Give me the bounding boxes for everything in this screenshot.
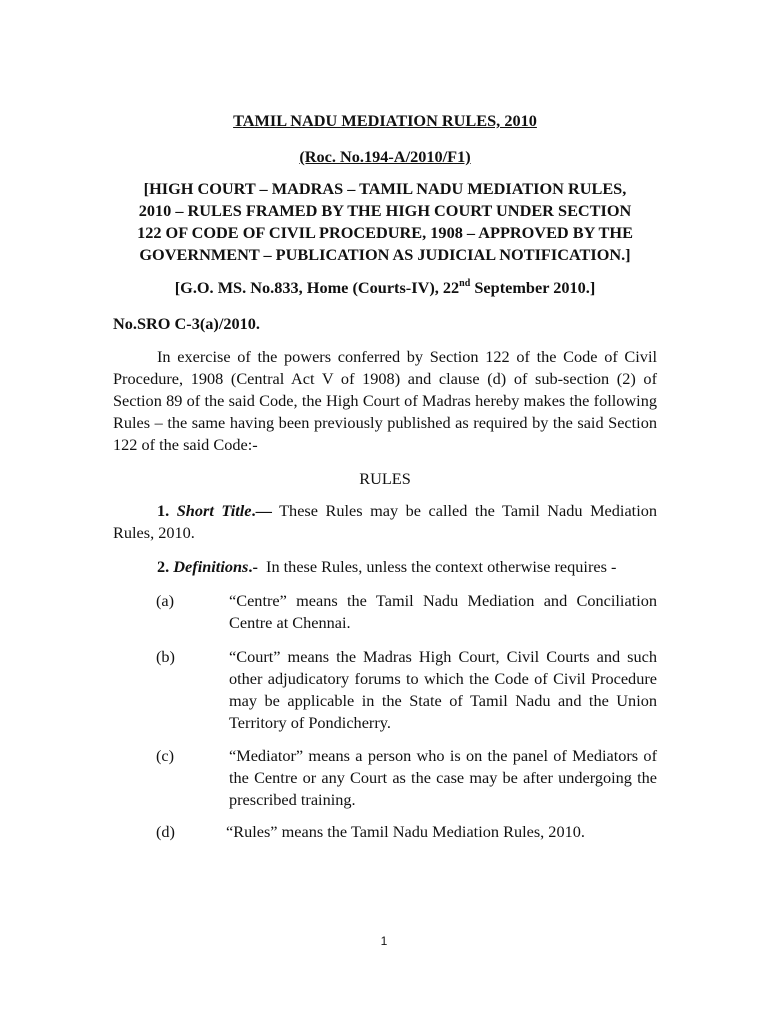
definition-text: “Rules” means the Tamil Nadu Mediation Rules, 2010.	[226, 822, 585, 841]
heading-line: GOVERNMENT – PUBLICATION AS JUDICIAL NOTIFICATION.]	[139, 245, 631, 264]
rule-2-title: Definitions	[173, 557, 249, 576]
rule-2: 2. Definitions.- In these Rules, unless the context otherwise requires -	[157, 557, 617, 576]
definition-text: “Court” means the Madras High Court, Civil Courts and such other adjudicatory forums to which the Code of Civil Procedure may be applicable in the State of Tamil Nadu and the Union Territory of Pondicherry.	[229, 647, 657, 732]
heading-block	[113, 178, 657, 266]
definition-text: “Mediator” means a person who is on the panel of Mediators of the Centre or any Court as the case may be after undergoing the prescribed training.	[229, 746, 657, 809]
rule-1-text: These Rules may be called the Tamil Nadu Mediation Rules, 2010.	[113, 501, 657, 542]
rule-1-title: Short Title	[176, 501, 252, 520]
sro-number: No.SRO C-3(a)/2010.	[113, 314, 260, 333]
page-number: 1	[380, 934, 388, 948]
heading-line: 122 OF CODE OF CIVIL PROCEDURE, 1908 – APPROVED BY THE	[137, 223, 633, 242]
preamble-paragraph: In exercise of the powers conferred by Section 122 of the Code of Civil Procedure, 1908 (Central Act V of 1908) and clause (d) of sub-section (2) of Section 89 of the said Code, the High Court of Madras hereby makes the following Rules – the same having been previously published as required by the said Section 122 of the said Code:-	[113, 347, 657, 454]
definition-text: “Centre” means the Tamil Nadu Mediation and Conciliation Centre at Chennai.	[229, 591, 657, 632]
heading-line: 2010 – RULES FRAMED BY THE HIGH COURT UNDER SECTION	[138, 201, 632, 220]
rules-heading: RULES	[359, 469, 411, 488]
definition-label: (b)	[156, 647, 175, 666]
heading-line: [HIGH COURT – MADRAS – TAMIL NADU MEDIATION RULES,	[143, 179, 627, 198]
rule-2-number: 2.	[157, 557, 170, 576]
rule-1: 1. Short Title.— These Rules may be called the Tamil Nadu Mediation Rules, 2010.	[113, 501, 657, 542]
document-title: TAMIL NADU MEDIATION RULES, 2010	[233, 111, 537, 130]
roc-number: (Roc. No.194-A/2010/F1)	[299, 147, 471, 166]
definition-label: (c)	[156, 746, 175, 765]
go-reference: [G.O. MS. No.833, Home (Courts-IV), 22nd September 2010.]	[174, 278, 596, 297]
definition-label: (a)	[156, 591, 175, 610]
definition-label: (d)	[156, 822, 175, 841]
rule-2-text: In these Rules, unless the context otherwise requires -	[266, 557, 617, 576]
ordinal-suffix: nd	[459, 278, 471, 289]
rule-1-number: 1.	[157, 501, 170, 520]
